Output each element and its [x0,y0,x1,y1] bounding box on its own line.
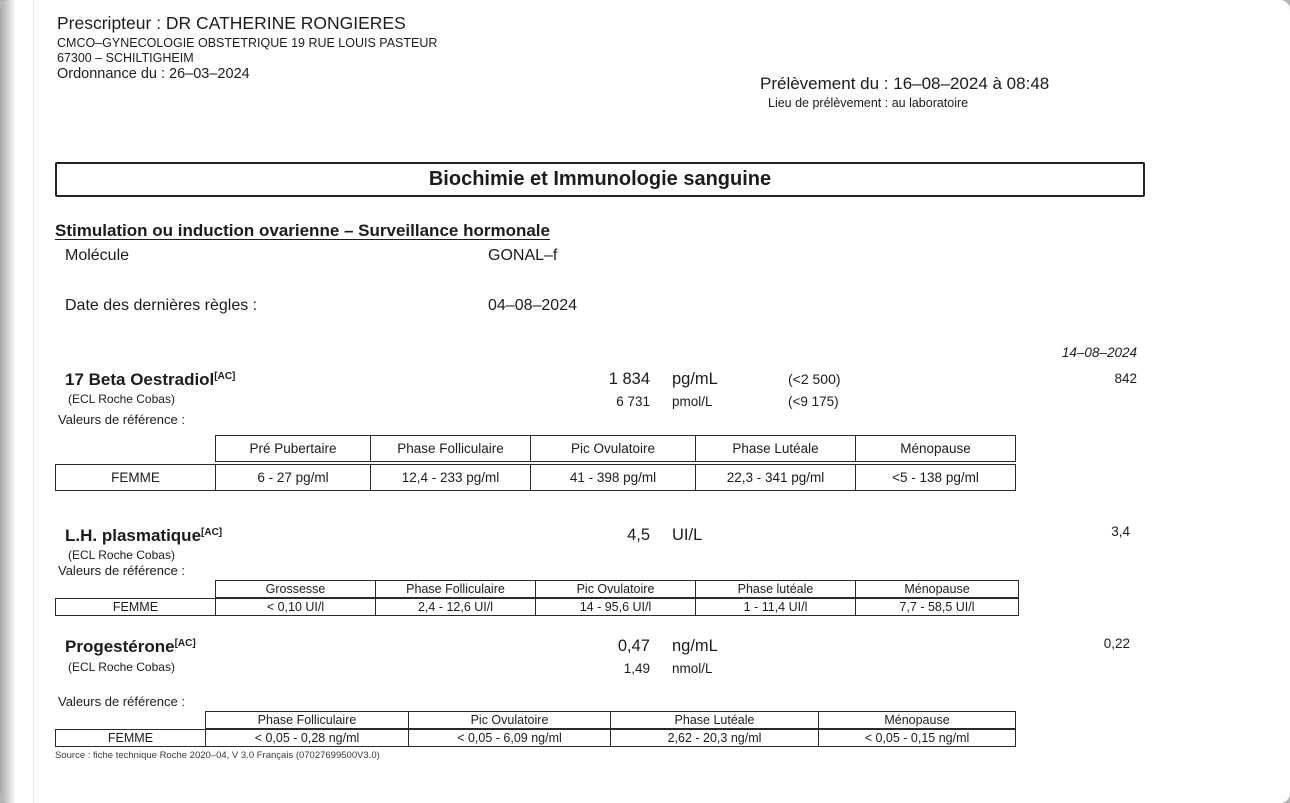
result-unit: pg/mL [672,370,718,388]
result-unit-alt: nmol/L [672,661,713,676]
ref-table-value-cell: 2,4 - 12,6 UI/l [376,599,536,616]
scan-left-edge [0,0,16,803]
result-value: 4,5 [627,526,650,544]
method-note: (ECL Roche Cobas) [68,660,175,674]
ref-table-value-cell: 41 - 398 pg/ml [531,465,696,491]
ref-table-oestradiol-values [55,464,1016,491]
ref-table-value-cell: 1 - 11,4 UI/l [696,599,856,616]
ref-table-value-cell: 22,3 - 341 pg/ml [696,465,856,491]
ref-label: Valeurs de référence : [58,412,185,427]
previous-value: 0,22 [1103,636,1130,651]
previous-column-date: 14–08–2024 [1061,345,1137,360]
ref-label: Valeurs de référence : [58,694,185,709]
molecule-value: GONAL–f [488,247,558,264]
ref-table-row-label: FEMME [56,465,216,491]
ref-table-header-cell: Phase Folliculaire [376,581,536,598]
last-period-label: Date des dernières règles : [65,297,258,314]
ref-table-progesterone-header [205,711,1016,729]
ref-table-lh-header [215,580,1019,598]
ref-table-header-cell: Ménopause [819,712,1016,729]
ref-table-header-cell: Phase Folliculaire [206,712,409,729]
analyte-name-oestradiol: 17 Beta Oestradiol[AC] [65,370,236,389]
ref-table-value-cell: 6 - 27 pg/ml [216,465,371,491]
ref-table-header-cell: Pic Ovulatoire [536,581,696,598]
result-limit-alt: (<9 175) [788,394,839,409]
result-unit: ng/mL [672,637,718,655]
report-title: Biochimie et Immunologie sanguine [55,162,1145,197]
ref-table-value-cell: 7,7 - 58,5 UI/l [856,599,1019,616]
sampling-date: Prélèvement du : 16–08–2024 à 08:48 [760,74,1050,93]
result-limit: (<2 500) [788,371,841,387]
analyte-flag: [AC] [174,638,196,649]
ref-table-header-cell: Ménopause [856,436,1016,462]
ref-table-header-cell: Phase lutéale [696,581,856,598]
prescriber-line: Prescripteur : DR CATHERINE RONGIERES [57,13,406,33]
scan-fold-line [33,0,34,803]
previous-value: 3,4 [1111,524,1130,539]
ordonnance-date: Ordonnance du : 26–03–2024 [57,66,250,82]
ref-table-row-label: FEMME [56,730,206,747]
ref-table-header-cell: Ménopause [856,581,1019,598]
ref-table-oestradiol-header [215,435,1016,462]
ref-table-value-cell: 12,4 - 233 pg/ml [371,465,531,491]
ref-label: Valeurs de référence : [58,563,185,578]
ref-table-value-cell: 14 - 95,6 UI/l [536,599,696,616]
ref-table-header-cell: Phase Lutéale [696,436,856,462]
result-value: 1 834 [608,370,650,388]
ref-table-header-cell: Pic Ovulatoire [409,712,611,729]
ref-table-progesterone-values [55,729,1016,747]
analyte-flag: [AC] [214,371,236,382]
ref-table-header-cell: Grossesse [216,581,376,598]
ref-table-header-cell: Phase Lutéale [611,712,819,729]
ref-table-value-cell: < 0,10 UI/l [216,599,376,616]
ref-table-row-label: FEMME [56,599,216,616]
source-note: Source : fiche technique Roche 2020–04, V 3.0 Français (07027699500V3.0) [55,750,380,761]
analyte-name-lh: L.H. plasmatique[AC] [65,526,223,545]
previous-value: 842 [1114,371,1137,386]
result-value-alt: 1,49 [623,661,650,676]
ref-table-value-cell: < 0,05 - 6,09 ng/ml [409,730,611,747]
result-value: 0,47 [617,637,650,655]
ref-table-header-cell: Phase Folliculaire [371,436,531,462]
ref-table-header-cell: Pic Ovulatoire [531,436,696,462]
result-unit-alt: pmol/L [672,394,713,409]
ref-table-value-cell: 2,62 - 20,3 ng/ml [611,730,819,747]
analyte-name-progesterone: Progestérone[AC] [65,637,196,656]
last-period-value: 04–08–2024 [488,297,577,314]
section-heading: Stimulation ou induction ovarienne – Surveillance hormonale [55,221,550,240]
analyte-flag: [AC] [201,527,223,538]
result-unit: UI/L [672,526,703,544]
ref-table-value-cell: < 0,05 - 0,28 ng/ml [206,730,409,747]
method-note: (ECL Roche Cobas) [68,548,175,562]
result-value-alt: 6 731 [616,394,650,409]
molecule-label: Molécule [65,247,130,264]
ref-table-value-cell: < 0,05 - 0,15 ng/ml [819,730,1016,747]
ref-table-header-cell: Pré Pubertaire [216,436,371,462]
method-note: (ECL Roche Cobas) [68,392,175,406]
address-line-2: 67300 – SCHILTIGHEIM [57,51,194,65]
sampling-location: Lieu de prélèvement : au laboratoire [768,96,969,110]
ref-table-value-cell: <5 - 138 pg/ml [856,465,1016,491]
ref-table-lh-values [55,598,1019,616]
address-line-1: CMCO–GYNECOLOGIE OBSTETRIQUE 19 RUE LOUIS PASTEUR [57,36,438,50]
